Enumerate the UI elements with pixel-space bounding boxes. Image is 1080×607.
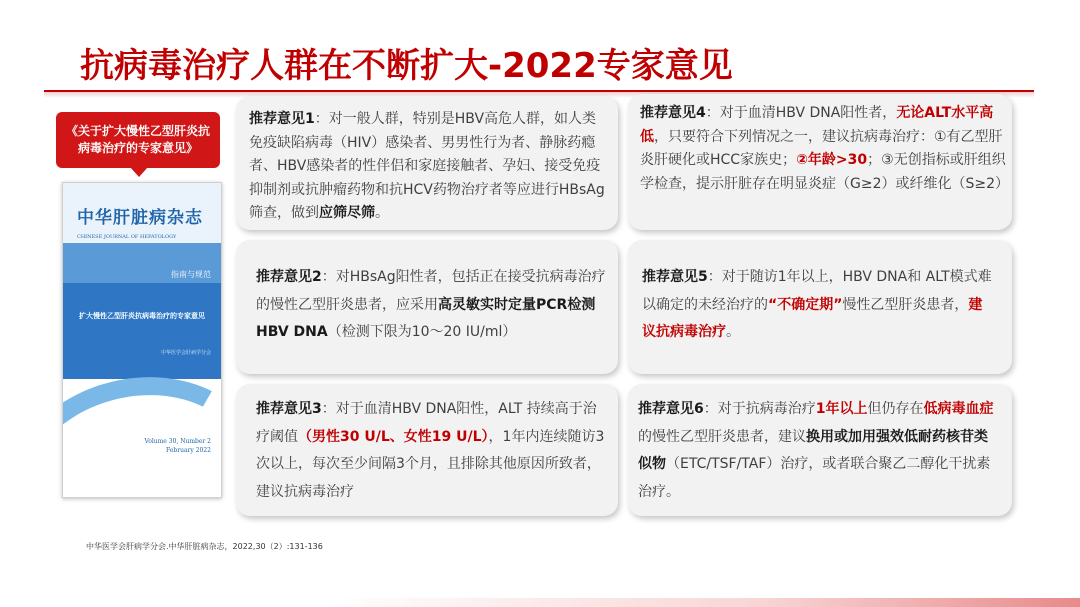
journal-cover bbox=[62, 182, 222, 498]
recommendation-body-4b: ，只要符合下列情况之一，建议抗病毒治疗：①有乙型肝炎肝硬化或HCC家族史； bbox=[640, 128, 1003, 168]
recommendation-body-6: ：对于抗病毒治疗 bbox=[703, 401, 816, 417]
recommendation-body-2: ：对HBsAg阳性者，包括正在接受抗病毒治疗的慢性乙型肝炎患者，应采用 bbox=[256, 269, 606, 313]
journal-volume bbox=[144, 437, 211, 455]
journal-date: February 2022 bbox=[166, 447, 211, 454]
guideline-callout bbox=[56, 112, 220, 168]
recommendation-body-1: ：对一般人群，特别是HBV高危人群，如人类免疫缺陷病毒（HIV）感染者、男男性行为者、静脉药瘾者、HBV感染者的性伴侣和家庭接触者、孕妇、接受免疫抑制剂或抗肿瘤药物和抗HCV药物治疗者等应进行HBsAg筛查，做到 bbox=[249, 111, 605, 221]
page-title: 抗病毒治疗人群在不断扩大-2022专家意见 bbox=[80, 46, 733, 86]
recommendation-highlight-1: 应筛尽筛 bbox=[319, 205, 375, 221]
recommendation-end-6: （ETC/TSF/TAF）治疗，或者联合聚乙二醇化干扰素治疗。 bbox=[638, 456, 991, 500]
recommendation-end-5: 。 bbox=[726, 324, 740, 340]
recommendation-card-3 bbox=[236, 384, 618, 516]
recommendation-highlight-3: （男性30 U/L、女性19 U/L） bbox=[298, 428, 489, 445]
recommendation-card-5 bbox=[628, 240, 1012, 374]
guideline-callout-text: 《关于扩大慢性乙型肝炎抗病毒治疗的专家意见》 bbox=[65, 124, 210, 155]
recommendation-highlight-6b: 低病毒血症 bbox=[923, 401, 994, 417]
recommendation-body-4: ：对于血清HBV DNA阳性者， bbox=[705, 105, 897, 121]
recommendation-highlight-4a: 无论ALT水平高低 bbox=[640, 105, 994, 145]
recommendation-card-1 bbox=[236, 96, 618, 230]
recommendation-label-4: 推荐意见4 bbox=[640, 105, 706, 121]
recommendation-text-2 bbox=[256, 264, 606, 347]
recommendation-text-5 bbox=[642, 264, 992, 347]
journal-section: 指南与规范 bbox=[171, 270, 211, 279]
recommendation-card-2 bbox=[236, 240, 618, 374]
recommendation-highlight-5a: “不确定期” bbox=[768, 296, 843, 313]
recommendation-body-5b: 慢性乙型肝炎患者， bbox=[842, 296, 969, 313]
recommendation-body-6b: 但仍存在 bbox=[867, 401, 924, 417]
journal-band bbox=[63, 283, 221, 379]
recommendation-highlight-4b: ②年龄>30 bbox=[796, 152, 868, 168]
recommendation-highlight-5b: 建议抗病毒治疗 bbox=[642, 296, 983, 340]
recommendation-text-3 bbox=[256, 396, 606, 506]
journal-volume-number: Volume 30, Number 2 bbox=[144, 438, 211, 445]
recommendation-card-6 bbox=[628, 384, 1012, 516]
journal-organization: 中华医学会肝病学分会 bbox=[160, 350, 211, 356]
bottom-accent bbox=[0, 598, 1080, 607]
recommendation-text-6 bbox=[638, 396, 1000, 506]
recommendation-body-3: ：对于血清HBV DNA阳性，ALT 持续高于治疗阈值 bbox=[256, 401, 597, 445]
recommendation-end-3: ，1年内连续随访3次以上，每次至少间隔3个月，且排除其他原因所致者，建议抗病毒治疗 bbox=[256, 428, 605, 500]
recommendation-label-6: 推荐意见6 bbox=[638, 401, 704, 417]
recommendation-label-5: 推荐意见5 bbox=[642, 269, 708, 285]
recommendation-label-3: 推荐意见3 bbox=[256, 401, 322, 417]
recommendation-end-4: ；③无创指标或肝组织学检查，提示肝脏存在明显炎症（G≥2）或纤维化（S≥2） bbox=[640, 152, 1010, 192]
recommendation-label-2: 推荐意见2 bbox=[256, 269, 322, 285]
recommendation-end-2: （检测下限为10～20 IU/ml） bbox=[327, 324, 517, 340]
recommendation-card-4 bbox=[628, 94, 1012, 230]
recommendation-highlight-6c: 换用或加用强效低耐药核苷类似物 bbox=[638, 428, 988, 472]
reference-citation: 中华医学会肝病学分会.中华肝脏病杂志，2022,30（2）:131-136 bbox=[86, 542, 323, 551]
recommendation-highlight-2: 高灵敏实时定量PCR检测HBV DNA bbox=[256, 296, 596, 340]
recommendation-text-4 bbox=[640, 102, 1010, 196]
recommendation-end-1: 。 bbox=[375, 205, 389, 221]
journal-name-en: CHINESE JOURNAL OF HEPATOLOGY bbox=[77, 234, 177, 240]
recommendation-body-6c: 的慢性乙型肝炎患者，建议 bbox=[638, 428, 806, 445]
recommendation-label-1: 推荐意见1 bbox=[249, 111, 315, 127]
recommendation-highlight-6a: 1年以上 bbox=[815, 401, 868, 417]
recommendation-body-5: ：对于随访1年以上，HBV DNA和 ALT模式难以确定的未经治疗的 bbox=[642, 269, 992, 313]
recommendation-text-1 bbox=[249, 108, 609, 226]
journal-name-cn: 中华肝脏病杂志 bbox=[77, 208, 203, 228]
journal-article-title: 扩大慢性乙型肝炎抗病毒治疗的专家意见 bbox=[79, 312, 205, 320]
